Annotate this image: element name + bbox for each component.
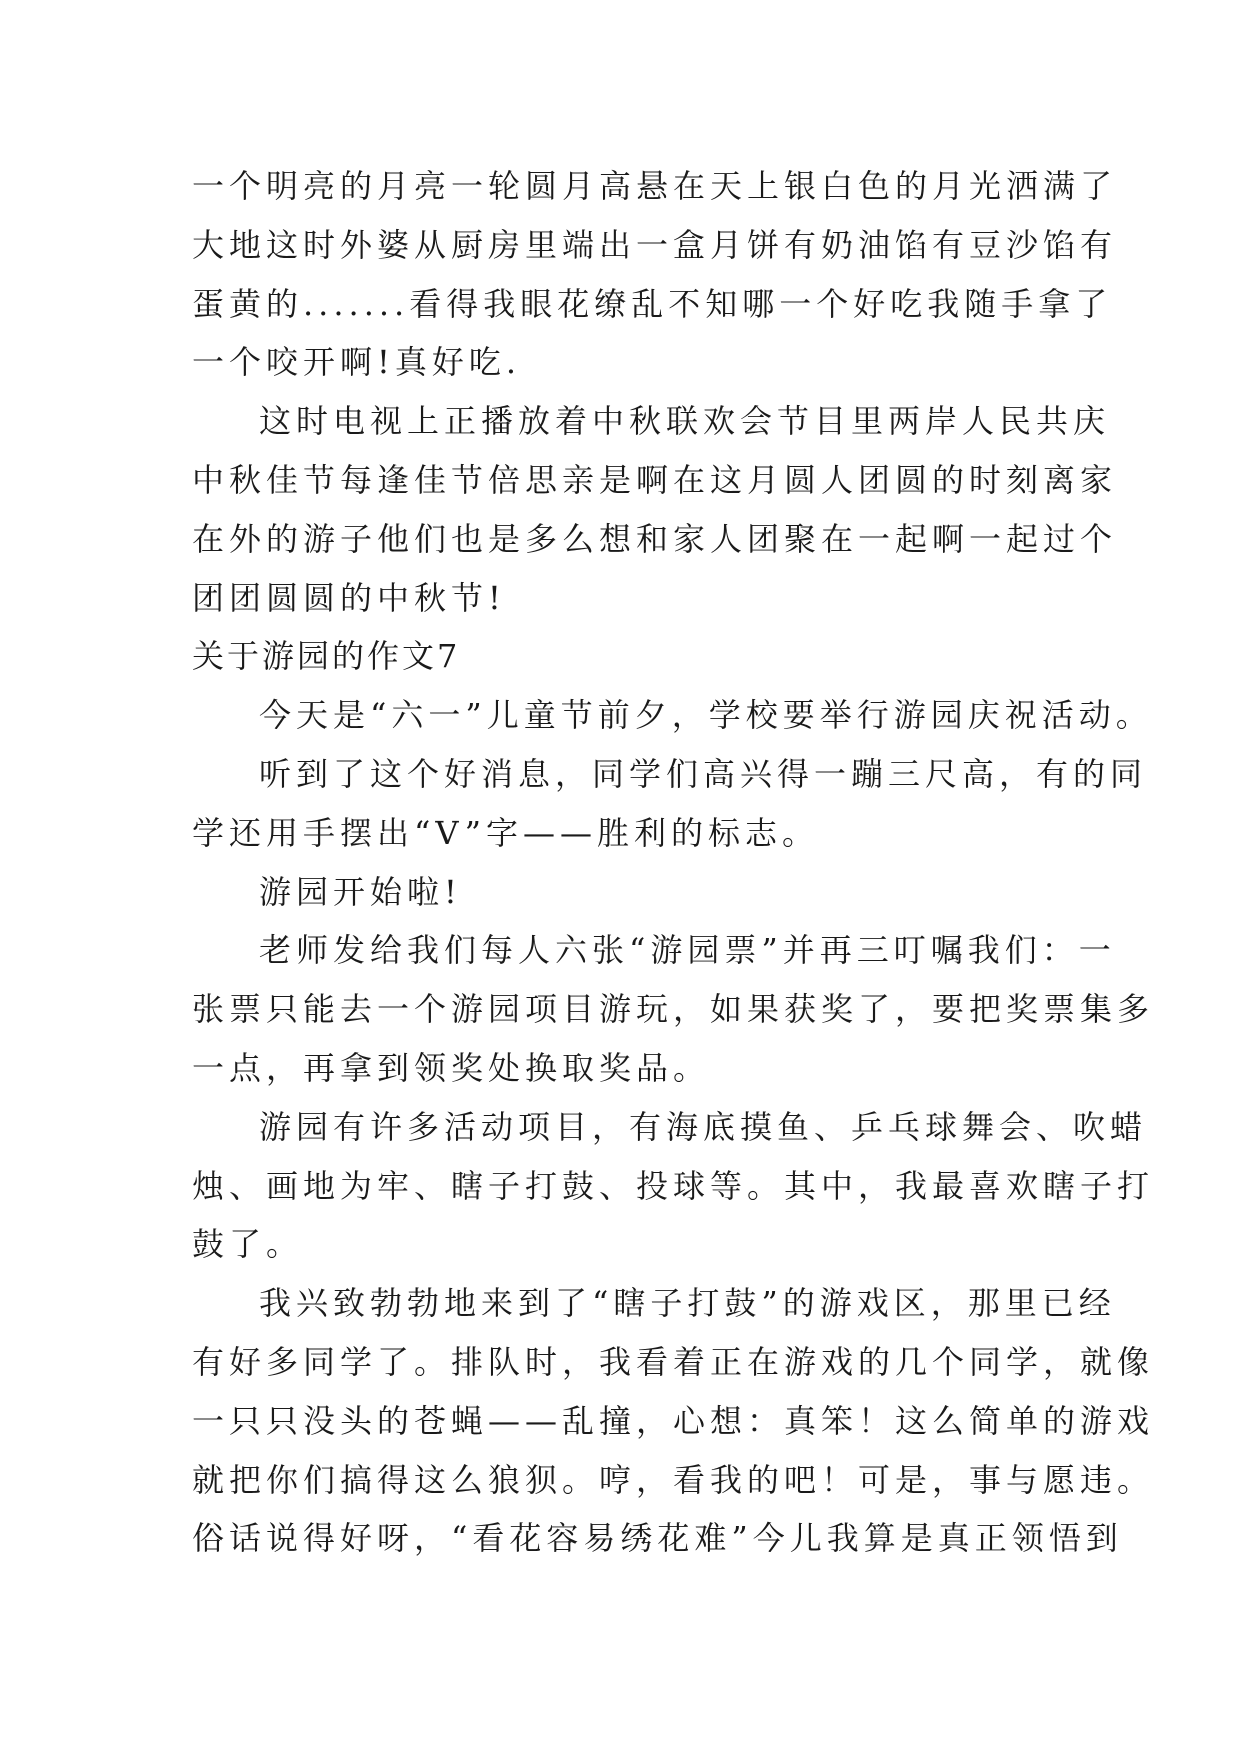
paragraph-first-line: 今天是“六一”儿童节前夕，学校要举行游园庆祝活动。: [259, 696, 1153, 735]
text-line: 大地这时外婆从厨房里端出一盒月饼有奶油馅有豆沙馅有: [192, 225, 1118, 264]
text-line: 蛋黄的.......看得我眼花缭乱不知哪一个好吃我随手拿了: [192, 284, 1113, 323]
section-heading: 关于游园的作文7: [192, 637, 461, 676]
text-line: 中秋佳节每逢佳节倍思亲是啊在这月圆人团圆的时刻离家: [192, 460, 1118, 499]
paragraph-first-line: 这时电视上正播放着中秋联欢会节目里两岸人民共庆: [259, 402, 1111, 441]
text-line: 一只只没头的苍蝇——乱撞，心想：真笨！这么简单的游戏: [192, 1401, 1155, 1440]
text-line: 鼓了。: [192, 1225, 304, 1264]
paragraph-first-line: 我兴致勃勃地来到了“瞎子打鼓”的游戏区，那里已经: [259, 1284, 1116, 1323]
text-line: 学还用手摆出“V”字——胜利的标志。: [192, 813, 820, 852]
text-line: 张票只能去一个游园项目游玩，如果获奖了，要把奖票集多: [192, 990, 1155, 1029]
paragraph-first-line: 游园开始啦!: [259, 872, 462, 911]
text-line: 团团圆圆的中秋节!: [192, 578, 506, 617]
text-line: 烛、画地为牢、瞎子打鼓、投球等。其中，我最喜欢瞎子打: [192, 1166, 1155, 1205]
text-line: 一个咬开啊!真好吃.: [192, 343, 522, 382]
text-line: 俗话说得好呀，“看花容易绣花难”今儿我算是真正领悟到: [192, 1519, 1123, 1558]
paragraph-first-line: 老师发给我们每人六张“游园票”并再三叮嘱我们：一: [259, 931, 1116, 970]
text-line: 有好多同学了。排队时，我看着正在游戏的几个同学，就像: [192, 1342, 1155, 1381]
essay-body: [192, 157, 1155, 1568]
text-line: 就把你们搞得这么狼狈。哼，看我的吧！可是，事与愿违。: [192, 1460, 1155, 1499]
text-line: 在外的游子他们也是多么想和家人团聚在一起啊一起过个: [192, 519, 1118, 558]
paragraph-first-line: 听到了这个好消息，同学们高兴得一蹦三尺高，有的同: [259, 754, 1148, 793]
paragraph-first-line: 游园有许多活动项目，有海底摸鱼、乒乓球舞会、吹蜡: [259, 1107, 1148, 1146]
text-line: 一点，再拿到领奖处换取奖品。: [192, 1048, 711, 1087]
text-line: 一个明亮的月亮一轮圆月高悬在天上银白色的月光洒满了: [192, 167, 1118, 205]
